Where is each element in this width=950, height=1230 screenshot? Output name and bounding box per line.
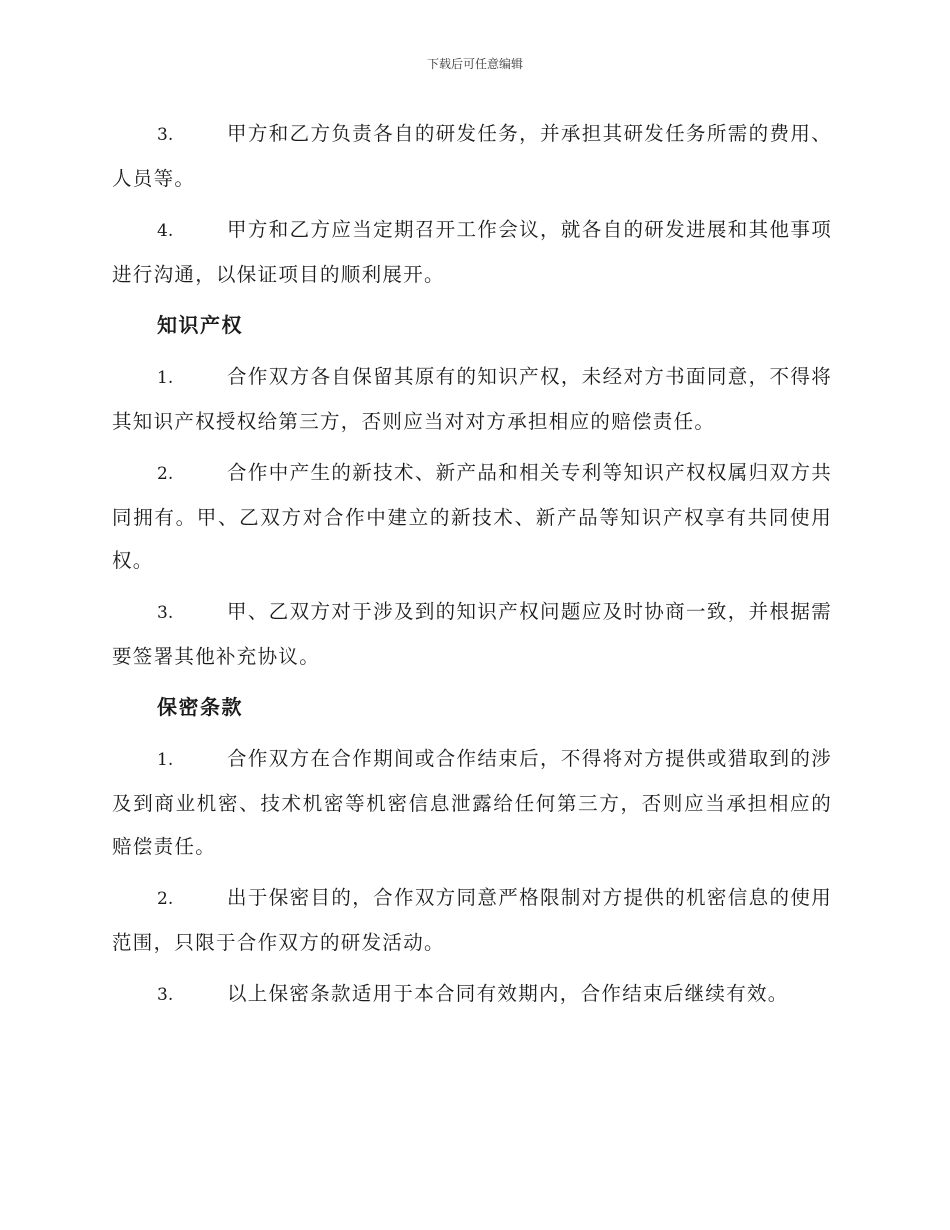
clause-number: 3. xyxy=(157,603,174,623)
clause-number: 1. xyxy=(157,368,174,388)
clause-text: 甲方和乙方负责各自的研发任务，并承担其研发任务所需的费用、人员等。 xyxy=(112,122,832,190)
conf-clause-3 xyxy=(112,972,832,1017)
clause-number: 2. xyxy=(157,464,174,484)
clause-number: 4. xyxy=(157,221,174,241)
clause-text: 合作双方在合作期间或合作结束后，不得将对方提供或猎取到的涉及到商业机密、技术机密等机密信息泄露给任何第三方，否则应当承担相应的赔偿责任。 xyxy=(112,747,832,858)
clause-text: 出于保密目的，合作双方同意严格限制对方提供的机密信息的使用范围，只限于合作双方的研发活动。 xyxy=(112,886,832,954)
clause-number: 2. xyxy=(157,889,174,909)
section-heading-ip: 知识产权 xyxy=(157,313,243,337)
rd-clause-4 xyxy=(112,208,832,296)
section-heading-confidentiality: 保密条款 xyxy=(157,695,243,719)
ip-clause-3 xyxy=(112,590,832,678)
clause-text: 甲方和乙方应当定期召开工作会议，就各自的研发进展和其他事项进行沟通，以保证项目的顺利展开。 xyxy=(112,218,832,286)
clause-number: 3. xyxy=(157,985,174,1005)
clause-text: 以上保密条款适用于本合同有效期内，合作结束后继续有效。 xyxy=(227,982,789,1005)
rd-clause-3 xyxy=(112,112,832,200)
clause-number: 3. xyxy=(157,125,174,145)
clause-text: 合作双方各自保留其原有的知识产权，未经对方书面同意，不得将其知识产权授权给第三方，否则应当对对方承担相应的赔偿责任。 xyxy=(112,365,832,433)
ip-clause-2 xyxy=(112,451,832,582)
document-body xyxy=(112,112,832,1025)
ip-clause-1 xyxy=(112,355,832,443)
conf-clause-2 xyxy=(112,876,832,964)
page-header-note: 下载后可任意编辑 xyxy=(426,57,523,71)
conf-clause-1 xyxy=(112,737,832,868)
clause-text: 合作中产生的新技术、新产品和相关专利等知识产权权属归双方共同拥有。甲、乙双方对合作中建立的新技术、新产品等知识产权享有共同使用权。 xyxy=(112,461,832,572)
clause-number: 1. xyxy=(157,750,174,770)
clause-text: 甲、乙双方对于涉及到的知识产权问题应及时协商一致，并根据需要签署其他补充协议。 xyxy=(112,600,832,668)
